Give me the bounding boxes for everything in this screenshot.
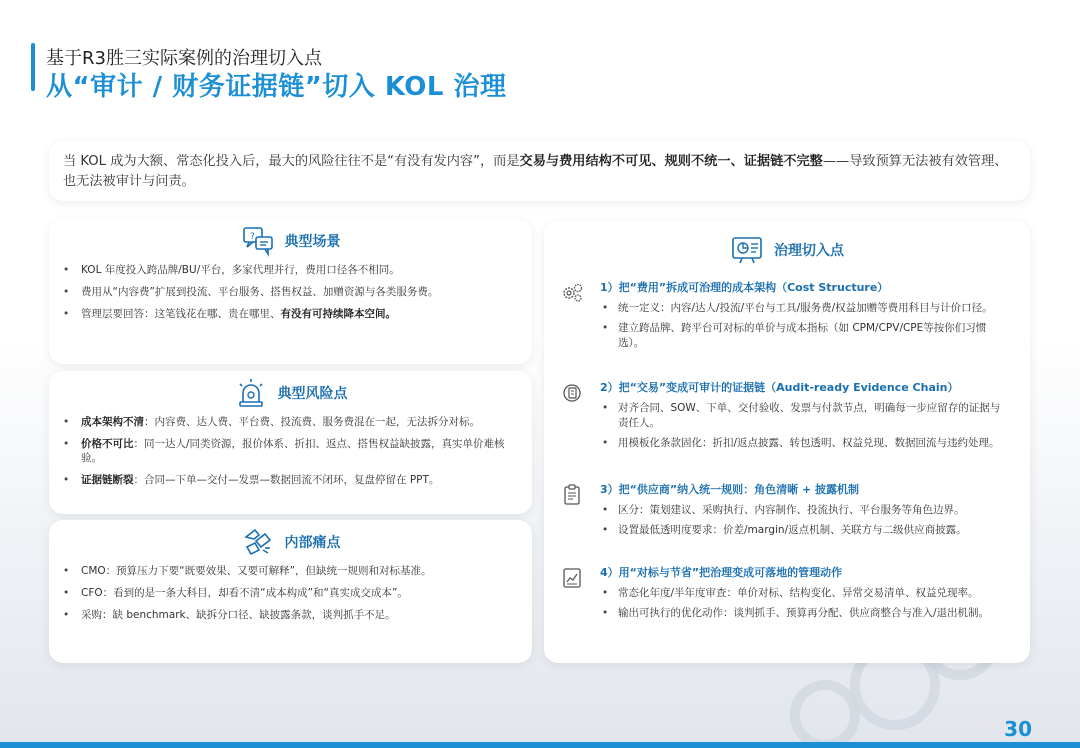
page-number: 30: [1004, 717, 1032, 741]
list-item: [81, 564, 510, 578]
page-title: 从“审计 / 财务证据链”切入 KOL 治理: [46, 72, 507, 102]
chain-icon: [560, 381, 584, 405]
header-accent-bar: [31, 43, 35, 91]
pains-card: [49, 520, 532, 663]
intro-text: [63, 152, 1016, 192]
item-text: ：内容费、达人费、平台费、投流费、服务费混在一起，无法拆分对标。: [144, 416, 480, 428]
item-text: ：同一达人/同类资源，报价体系、折扣、返点、搭售权益缺披露，真实单价难核验。: [81, 438, 505, 464]
pains-header: [49, 520, 532, 564]
section-list: [600, 401, 1030, 451]
pains-heading: 内部痛点: [284, 535, 341, 551]
intro-text-a: 当 KOL 成为大额、常态化投入后，最大的风险往往不是“有没有发内容”，而是: [63, 154, 520, 169]
item-text: 费用从“内容费”扩展到投流、平台服务、搭售权益、加赠资源与各类服务费。: [81, 286, 439, 298]
item-bold: 成本架构不清: [81, 416, 144, 428]
governance-section-4: [544, 566, 1030, 626]
list-item: • 常态化年度/半年度审查：单价对标、结构变化、异常交易清单、权益兑现率。: [618, 586, 1010, 601]
risks-list: [49, 415, 532, 487]
list-item: • 区分：策划建议、采购执行、内容制作、投流执行、平台服务等角色边界。: [618, 503, 1010, 518]
scenes-list: [49, 263, 532, 321]
section-list: [600, 503, 1030, 538]
list-item: [81, 473, 510, 487]
item-bold: 证据链断裂: [81, 474, 134, 486]
chat-bubbles-icon: [241, 224, 275, 258]
gears-icon: [560, 281, 584, 305]
risks-header: [49, 371, 532, 415]
governance-section-1: [544, 281, 1030, 356]
item-text: CFO：看到的是一条大科目，却看不清“成本构成”和“真实成交成本”。: [81, 587, 408, 599]
broken-puzzle-icon: [241, 525, 275, 559]
list-item: [81, 263, 510, 277]
list-item: [81, 307, 510, 321]
item-text: 管理层要回答：这笔钱花在哪、贵在哪里、: [81, 308, 281, 320]
scenes-card: [49, 219, 532, 364]
alarm-light-icon: [234, 376, 268, 410]
scenes-heading: 典型场景: [284, 234, 341, 250]
section-title: 3）把“供应商”纳入统一规则：角色清晰 + 披露机制: [600, 483, 859, 496]
governance-card: [544, 221, 1030, 663]
section-title: 4）用“对标与节省”把治理变成可落地的管理动作: [600, 566, 843, 579]
item-bold: 价格不可比: [81, 438, 134, 450]
intro-text-b: ——导致预算无法被有效管理、也无法被审计与问责。: [63, 154, 1008, 189]
list-item: [81, 437, 510, 465]
footer-accent-line: [0, 742, 1080, 748]
governance-header: [544, 221, 1030, 279]
section-title: 1）把“费用”拆成可治理的成本架构（Cost Structure）: [600, 281, 889, 294]
pains-list: [49, 564, 532, 622]
list-item: [81, 608, 510, 622]
list-item: • 统一定义：内容/达人/投流/平台与工具/服务费/权益加赠等费用科目与计价口径。: [618, 301, 1010, 316]
scenes-header: [49, 219, 532, 263]
list-item: • 对齐合同、SOW、下单、交付验收、发票与付款节点，明确每一步应留存的证据与责任人。: [618, 401, 1010, 431]
governance-section-2: [544, 381, 1030, 456]
item-text: CMO：预算压力下要“既要效果、又要可解释”，但缺统一规则和对标基准。: [81, 565, 432, 577]
risks-heading: 典型风险点: [277, 386, 348, 402]
list-item: • 输出可执行的优化动作：谈判抓手、预算再分配、供应商整合与准入/退出机制。: [618, 606, 1010, 621]
item-bold: 有没有可持续降本空间。: [280, 308, 396, 320]
section-title: 2）把“交易”变成可审计的证据链（Audit-ready Evidence Chain）: [600, 381, 959, 394]
list-item: [81, 285, 510, 299]
intro-text-bold: 交易与费用结构不可见、规则不统一、证据链不完整: [519, 154, 823, 169]
list-item: • 建立跨品牌、跨平台可对标的单价与成本指标（如 CPM/CPV/CPE等按你们习惯选）。: [618, 321, 1010, 351]
clipboard-icon: [560, 483, 584, 507]
page-subtitle: 基于R3胜三实际案例的治理切入点: [46, 48, 322, 69]
risks-card: [49, 371, 532, 514]
list-item: • 用模板化条款固化：折扣/返点披露、转包透明、权益兑现、数据回流与违约处理。: [618, 436, 1010, 451]
item-text: ：合同—下单—交付—发票—数据回流不闭环，复盘停留在 PPT。: [133, 474, 440, 486]
report-icon: [560, 566, 584, 590]
section-list: [600, 301, 1030, 351]
governance-heading: 治理切入点: [774, 243, 844, 259]
dashboard-icon: [730, 233, 764, 267]
item-text: KOL 年度投入跨品牌/BU/平台，多家代理并行，费用口径各不相同。: [81, 264, 400, 276]
section-list: [600, 586, 1030, 621]
list-item: [81, 586, 510, 600]
background-ring: [790, 680, 860, 748]
svg-text:?: ?: [249, 232, 255, 242]
item-text: 采购：缺 benchmark、缺拆分口径、缺披露条款，谈判抓手不足。: [81, 609, 396, 621]
governance-section-3: [544, 483, 1030, 543]
intro-card: [49, 141, 1030, 201]
list-item: [81, 415, 510, 429]
list-item: • 设置最低透明度要求：价差/margin/返点机制、关联方与二级供应商披露。: [618, 523, 1010, 538]
